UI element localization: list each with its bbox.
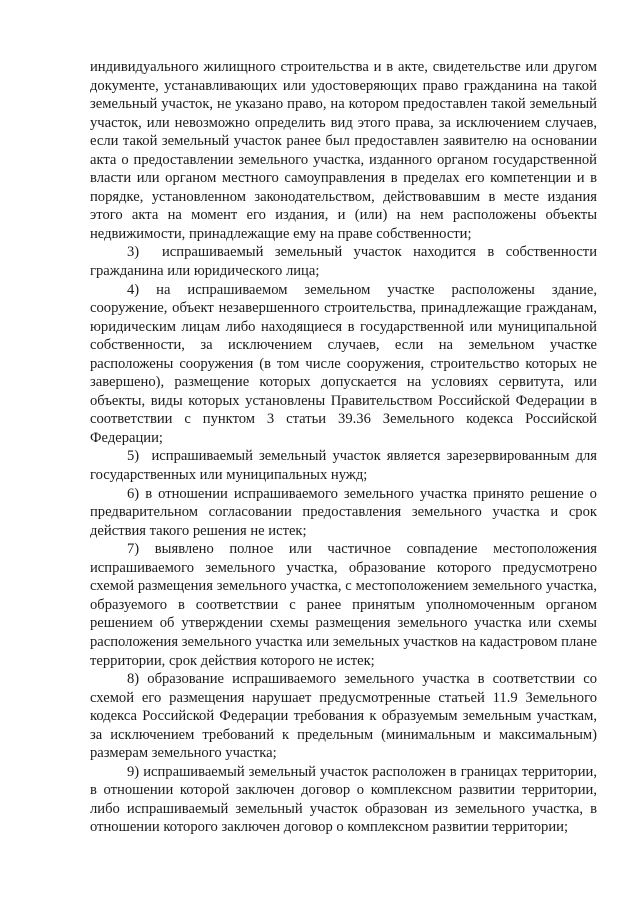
continuation-paragraph: индивидуального жилищного строительства и в акте, свидетельстве или другом документе, устанавливающих или удостоверяющих право гражданина на такой земельный участок, не указано право, на котором предоставлен такой земельный участок, или невозможно определить вид этого права, за исключением случаев, если такой земельный участок ранее был предоставлен заявителю на основании акта о предоставлении земельного участка, изданного органом государственной власти или органом местного самоуправления в пределах его компетенции и в порядке, установленном законодательством, действовавшим в месте издания этого акта на момент его издания, и (или) на нем расположены объекты недвижимости, принадлежащие ему на праве собственности; [90,59,597,242]
list-item-number: 8) [127,671,140,688]
list-item-6 [90,485,597,541]
list-item-text: испрашиваемый земельный участок расположен в границах территории, в отношении которой заключен договор о комплексном развитии территории, либо испрашиваемый земельный участок образован из земельного участка, в отношении которого заключен договор о комплексном развитии территории; [90,763,597,836]
list-item-text: выявлено полное или частичное совпадение местоположения испрашиваемого земельного участка, образование которого предусмотрено схемой размещения земельного участка, с местоположением земельного участка, образуемого в соответствии с ранее принятым уполномоченным органом решением об утверждении схемы размещения земельного участка или схемы расположения земельного участка или земельных участков на кадастровом плане территории, срок действия которого не истек; [90,541,598,669]
list-item-number: 4) [127,281,140,298]
list-item-number: 5) [127,448,140,465]
list-item-number: 7) [127,541,140,558]
list-item-number: 3) [127,244,140,261]
list-item-text: испрашиваемый земельный участок находится в собственности гражданина или юридического лица; [90,244,597,280]
document-page [90,58,597,837]
list-item-3 [90,243,597,280]
list-item-text: образование испрашиваемого земельного участка в соответствии со схемой его размещения нарушает предусмотренные статьей 11.9 Земельного кодекса Российской Федерации требования к образуемым земельным участкам, за исключением требований к предельным (минимальным и максимальным) размерам земельного участка; [90,671,597,762]
list-item-number: 9) [127,763,140,780]
list-item-9 [90,763,597,837]
list-item-8 [90,670,597,763]
list-item-number: 6) [127,485,140,502]
list-item-5 [90,447,597,484]
list-item-7 [90,540,597,670]
list-item-4 [90,281,597,448]
list-item-text: испрашиваемый земельный участок является зарезервированным для государственных или муниципальных нужд; [90,448,598,484]
list-item-text: в отношении испрашиваемого земельного участка принято решение о предварительном согласовании предоставления земельного участка и срок действия такого решения не истек; [90,485,597,539]
list-item-text: на испрашиваемом земельном участке расположены здание, сооружение, объект незавершенного строительства, принадлежащие гражданам, юридическим лицам либо находящиеся в государственной или муниципальной собственности, за исключением случаев, если на земельном участке расположены сооружения (в том числе сооружения, строительство которых не завершено), размещение которых допускается на условиях сервитута, или объекты, виды которых установлены Правительством Российской Федерации в соответствии с пунктом 3 статьи 39.36 Земельного кодекса Российской Федерации; [90,281,597,446]
